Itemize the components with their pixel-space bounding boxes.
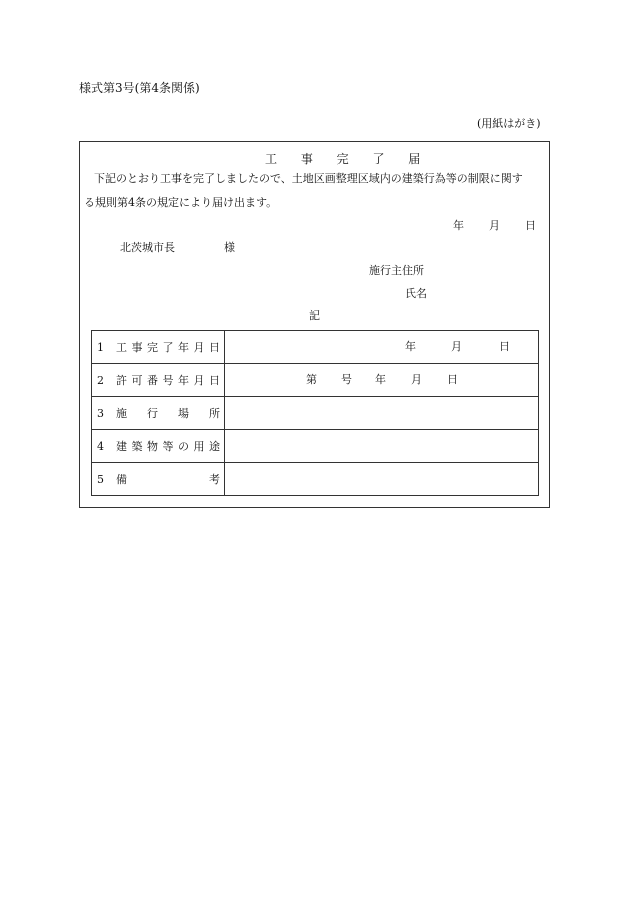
completion-date-field[interactable] — [225, 331, 539, 364]
construction-site-field[interactable] — [225, 397, 539, 430]
row-number: 1 — [97, 341, 104, 354]
submission-date — [453, 219, 536, 233]
row-label-text: 許可番号年月日 — [116, 374, 220, 387]
row-label — [92, 463, 225, 496]
table-row — [92, 397, 539, 430]
year-label: 年 — [375, 373, 386, 386]
table-row — [92, 364, 539, 397]
row-label-text: 施行場所 — [116, 407, 220, 420]
date-day-label: 日 — [525, 219, 536, 232]
applicant-name-label: 氏名 — [405, 287, 427, 300]
row-label — [92, 364, 225, 397]
table-row — [92, 331, 539, 364]
day-label: 日 — [499, 340, 510, 353]
table-row — [92, 430, 539, 463]
applicant-address-label: 施行主住所 — [369, 264, 424, 277]
form-number: 様式第3号(第4条関係) — [79, 81, 200, 95]
permit-number-date-field[interactable] — [225, 364, 539, 397]
row-number: 3 — [97, 407, 104, 420]
row-label-text: 建築物等の用途 — [116, 440, 220, 453]
document-title: 工 事 完 了 届 — [265, 152, 431, 166]
body-text-line-1: 下記のとおり工事を完了しましたので、土地区画整理区域内の建築行為等の制限に関す — [94, 172, 523, 185]
remarks-field[interactable] — [225, 463, 539, 496]
row-number: 2 — [97, 374, 104, 387]
year-label: 年 — [405, 340, 416, 353]
detail-table — [91, 330, 539, 496]
dai-label: 第 — [306, 373, 317, 386]
row-label — [92, 331, 225, 364]
day-label: 日 — [447, 373, 458, 386]
ki-heading: 記 — [309, 309, 320, 322]
date-month-label: 月 — [489, 219, 500, 232]
row-label-text: 工事完了年月日 — [116, 341, 220, 354]
row-label — [92, 430, 225, 463]
body-text-line-2: る規則第4条の規定により届け出ます。 — [84, 196, 278, 209]
gou-label: 号 — [341, 373, 352, 386]
row-number: 5 — [97, 473, 104, 486]
month-label: 月 — [451, 340, 462, 353]
addressee: 北茨城市長 — [120, 241, 175, 254]
row-number: 4 — [97, 440, 104, 453]
building-use-field[interactable] — [225, 430, 539, 463]
row-label — [92, 397, 225, 430]
row-label-text: 備考 — [116, 473, 220, 486]
month-label: 月 — [411, 373, 422, 386]
honorific: 様 — [224, 241, 235, 254]
paper-size-note: (用紙はがき) — [477, 117, 541, 130]
table-row — [92, 463, 539, 496]
date-year-label: 年 — [453, 219, 464, 232]
